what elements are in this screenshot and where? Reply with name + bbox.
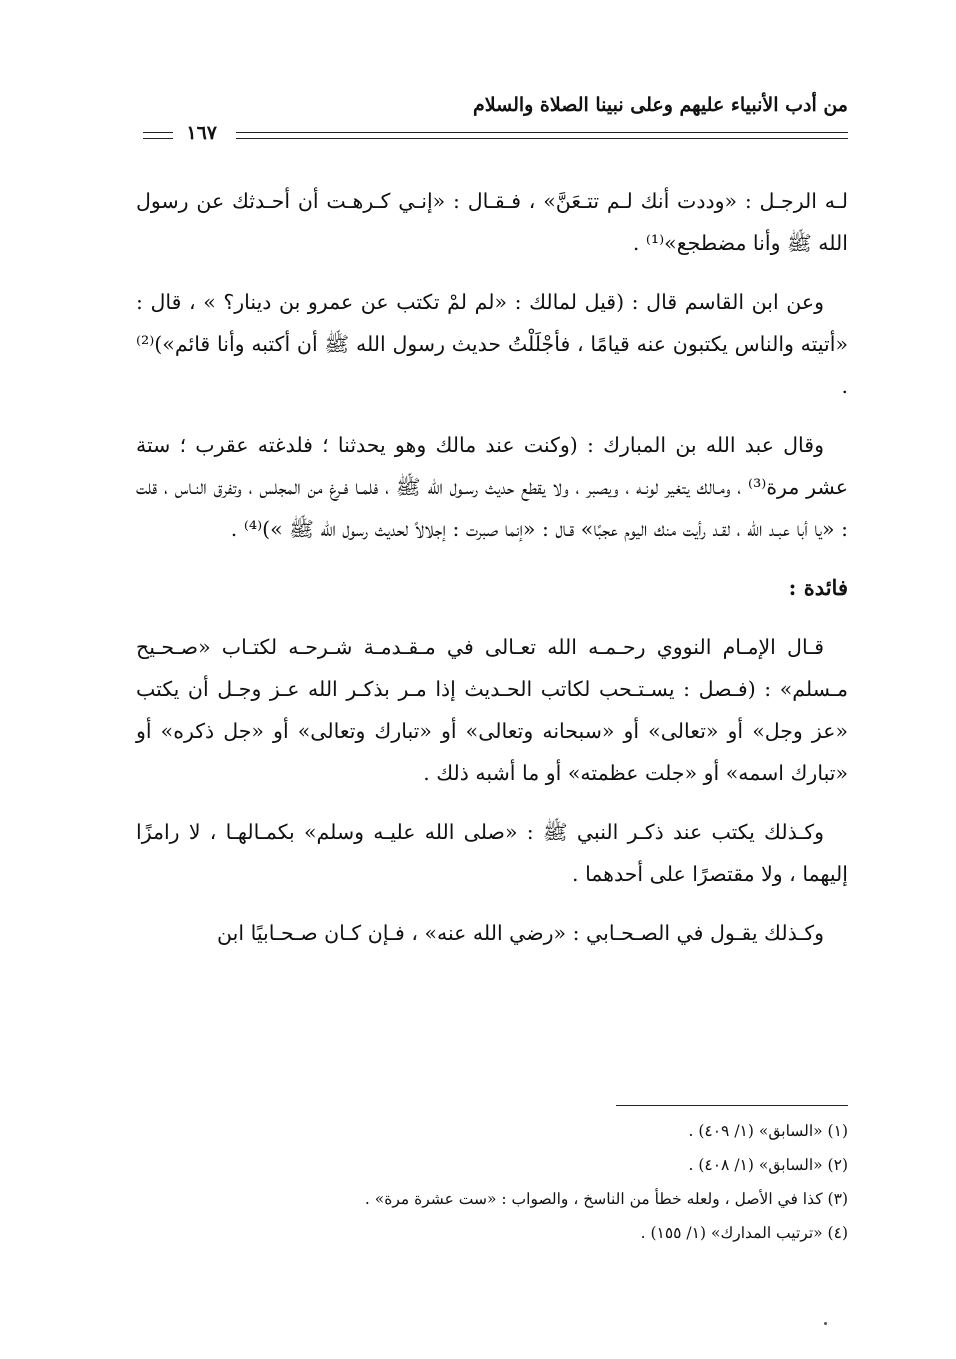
header-rule-left <box>143 132 173 139</box>
footnote: (١) «السابق» (١/ ٤٠٩) . <box>688 1122 848 1140</box>
footnote: (٤) «ترتيب المدارك» (١/ ١٥٥) . <box>640 1224 848 1242</box>
paragraph: وقال عبد الله بن المبارك : (وكنت عند مالك وهو يحدثنا ؛ فلدغته عقرب ؛ ستة عشر مرة⁽³⁾ ، ومـالك يتغير لونـه ، ويصبر ، ولا يقطع حديث رسـول الله ﷺ ، فلمـا فـرغ من المجلس ، وتفرق النـاس ، قلت : «يا أبا عبـد الله ، لقـد رأيت منك اليوم عجبًا» قـال : «إنما صبرت : إجلالاً لحديث رسول الله ﷺ »)⁽⁴⁾ . <box>136 433 848 541</box>
section-heading: فائدة : <box>788 575 848 600</box>
footnote: (٢) «السابق» (١/ ٤٠٨) . <box>688 1156 848 1174</box>
header-rule-right <box>236 132 848 139</box>
footnotes <box>136 1105 848 1250</box>
footnote-separator <box>616 1105 848 1106</box>
page-number: ١٦٧ <box>180 122 223 144</box>
running-title: من أدب الأنبياء عليهم وعلى نبينا الصلاة والسلام <box>473 94 848 116</box>
scan-speck <box>824 1322 827 1325</box>
paragraph: لـه الرجـل : «وددت أنك لـم تتـعَنَّ» ، فـقـال : «إنـي كـرهـت أن أحـدثك عن رسول الله ﷺ وأنا مضطجع»⁽¹⁾ . <box>136 189 848 255</box>
paragraph: وكـذلك يكتب عند ذكـر النبي ﷺ : «صلى الله عليـه وسلم» بكمـالهـا ، لا رامزًا إليهما ، ولا مقتصرًا على أحدهما . <box>136 820 848 886</box>
footnote: (٣) كذا في الأصل ، ولعله خطأ من الناسخ ، والصواب : «ست عشرة مرة» . <box>364 1190 848 1208</box>
paragraph: وعن ابن القاسم قال : (قيل لمالك : «لم لمْ تكتب عن عمرو بن دينار؟ » ، قال : «أتيته والناس يكتبون عنه قيامًا ، فأجْلَلْتُ حديث رسول الله ﷺ أن أكتبه وأنا قائم»)⁽²⁾ . <box>136 290 848 398</box>
paragraph: وكـذلك يقـول في الصـحـابي : «رضي الله عنه» ، فـإن كـان صـحـابيًا ابن <box>217 921 824 945</box>
header-rule <box>143 122 848 144</box>
main-text <box>136 180 848 971</box>
page-header <box>143 88 848 148</box>
paragraph: قـال الإمـام النووي رحـمـه الله تعـالى في مـقـدمـة شـرحـه لكتـاب «صـحـيح مـسلم» : (فـصل : يسـتـحب لكاتب الحـديث إذا مـر بذكـر الله عـز وجـل أن يكتب «عز وجل» أو «تعالى» أو «سبحانه وتعالى» أو «تبارك وتعالى» أو «جل ذكره» أو «تبارك اسمه» أو «جلت عظمته» أو ما أشبه ذلك . <box>136 635 848 785</box>
